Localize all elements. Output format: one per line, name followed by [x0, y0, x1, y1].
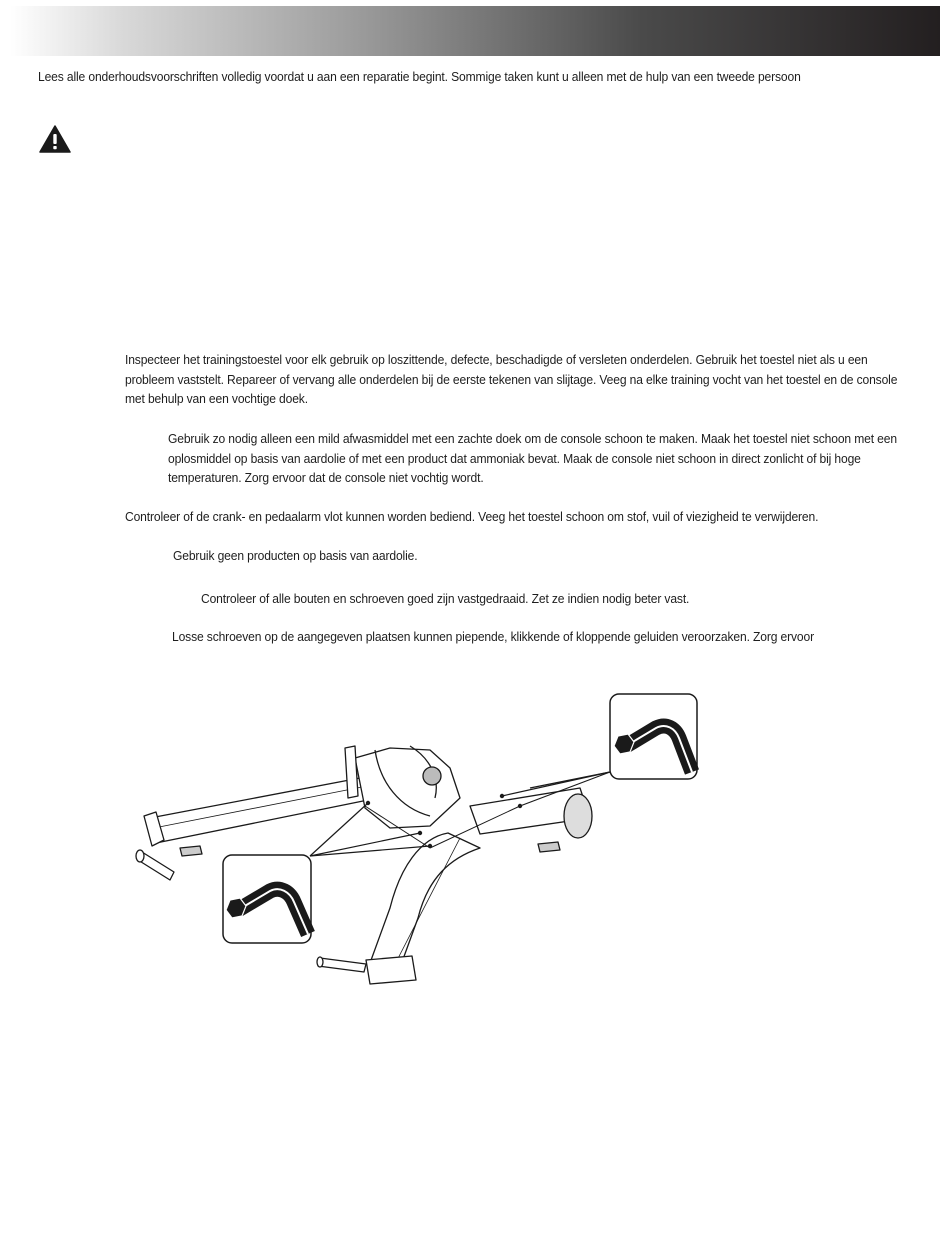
- frame-diagram: [130, 688, 710, 998]
- hex-key-icon: [610, 694, 697, 779]
- loose-screws-paragraph: Losse schroeven op de aangegeven plaatsen kunnen piepende, klikkende of kloppende geluiden veroorzaken. Zorg ervoor: [172, 629, 814, 644]
- inspect-paragraph: Inspecteer het trainingstoestel voor elk gebruik op loszittende, defecte, beschadigde of versleten onderdelen. Gebruik het toestel niet als u een probleem vaststelt. Repareer of vervang alle onderdelen bij de eerste tekenen van slijtage. Veeg na elke training vocht van het toestel en de console met behulp van een vochtige doek.: [125, 352, 898, 406]
- main-rail: [370, 833, 480, 973]
- intro-text: Lees alle onderhoudsvoorschriften volledig voordat u aan een reparatie begint. Sommige taken kunt u alleen met de hulp van een tweede persoon: [38, 69, 801, 84]
- check-bolts-paragraph: Controleer of alle bouten en schroeven goed zijn vastgedraaid. Zet ze indien nodig beter vast.: [201, 591, 690, 606]
- hex-key-icon: [223, 855, 311, 943]
- clean-paragraph: Gebruik zo nodig alleen een mild afwasmiddel met een zachte doek om de console schoon te maken. Maak het toestel niet schoon met een oplosmiddel op basis van aardolie of met een product dat ammoniak bevat. Maak de console niet schoon in direct zonlicht of bij hoge temperaturen. Zorg ervoor dat de console niet vochtig wordt.: [168, 431, 897, 485]
- warning-triangle-icon: [39, 125, 71, 153]
- front-pin: [318, 958, 366, 972]
- check-crank-paragraph: Controleer of de crank- en pedaalarm vlot kunnen worden bediend. Veeg het toestel schoon om stof, vuil of viezigheid te verwijderen.: [125, 509, 819, 524]
- no-petroleum-paragraph: Gebruik geen producten op basis van aardolie.: [173, 548, 418, 563]
- center-body: [355, 748, 460, 828]
- header-bar: [10, 6, 940, 56]
